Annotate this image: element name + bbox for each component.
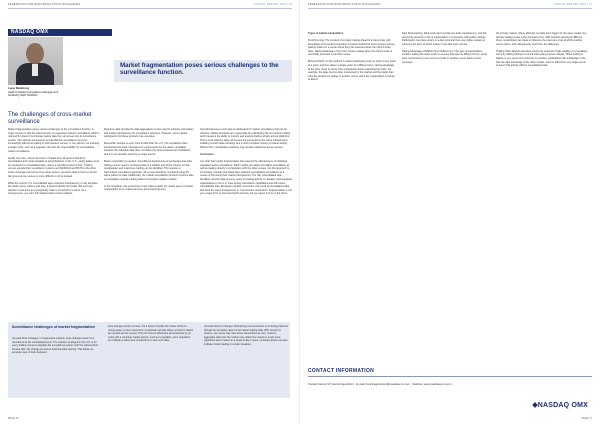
paragraph: Market fragmentation poses serious challenges to the surveillance function. A major concern is that the effectiveness of a regulated market's surveillance effort is reduced if it doesn't incorporate trading data from all venues into its surveillance system. The natural consequence is that effective surveillance becomes increasingly difficult as trading is split between venues. In our opinion, not knowing a single entity, such as a regulator, who has the responsibility for consolidated market surveillance. xyxy=(8,128,100,153)
paragraph: In the meantime, this environment may make it easier for certain types of market manipulation to go undetected (see accompanying box). xyxy=(104,184,193,192)
article-column-3 xyxy=(200,128,292,199)
paragraph: Taking Advantage of Market Open Differences: This type of manipulation involves trading the same stock on venues that open at different times, using price movements on one venue to profit on another venue before prices converge. xyxy=(402,49,487,64)
right-column-3 xyxy=(496,32,588,71)
company-banner: NASDAQ OMX xyxy=(8,29,112,36)
photo-head xyxy=(26,43,44,64)
running-head-left: FEDERATION FOR EUROPEAN STOCK EXCHANGES xyxy=(8,3,81,6)
photo-shirt xyxy=(32,64,38,76)
paragraph: Better cooperation is needed. Surveillance departments of exchanges and other trading venues need to exchange data in a reliable and timely manner so that manipulation and suspicious trading can be identified. This requires a harmonized surveillance approach. All venues should be monitored using the same pattern of data. Additionally, the market surveillance functions must be able to investigate irregular trading patterns that span multiple markets. xyxy=(104,159,194,181)
sidebar-box xyxy=(8,322,290,398)
paragraph: Front Running: The conduct of a broker trading ahead of a client order with knowledge of its pending execution. A typical method for front running involves placing orders on a venue where they can execute before the client's order does, taking advantage of the price impact created when the client's order is eventually executed on another venue. xyxy=(308,38,395,57)
paragraph: Meanwhile, Europe is even more limited than the U.S. The regulations have introduced post-trade transparency requirements but the data is unreliable because the individual data does not follow the same protocols and standards, and it is not centrally stored by a single source. xyxy=(104,142,191,156)
page-number-left: PAGE 70 xyxy=(8,417,19,420)
box-column-1: Unusual Price Changes: In fragmented markets, price changes need to be considered at the consolidated level. The solution employed in the U.S. is for every trading venue to populate the surveillance system with the national best bid and offer, the change as well as historical data sharing. This allows an accurate view of trade behavior. xyxy=(12,337,98,355)
author-name: Lene Damborg xyxy=(8,86,30,90)
paragraph: Trading Halts: Market operators commonly respond to high volatility or a regulatory event by halting trading in a stock and issuing a press release. When trading is halted on one venue but continues on another, participants with knowledge of the halt can take advantage of the other market, and it is difficult for any single venue to detect this activity without consolidated data. xyxy=(496,49,588,68)
contact-title: CONTACT INFORMATION xyxy=(308,368,375,374)
author-photo xyxy=(8,37,63,85)
header-rule xyxy=(8,8,292,9)
contact-line: Contact Name: Mr. Henrik Agerström · E-mail: henrik.agerstrom@nasdaqomx.com · Website: www.nasdaqomx.com xyxy=(308,382,452,386)
author-byline xyxy=(8,87,112,98)
header-rule xyxy=(308,8,592,9)
pull-quote xyxy=(114,60,292,82)
paragraph: the primary market, where although no trade can't trigger for the open market, the primary trading venue is the dominant price. With markets opening at different times, a participant can trade to influence the reference price at which another venue opens, and subsequently profit from the difference. xyxy=(496,32,587,46)
conclusion-heading: Conclusion xyxy=(200,152,214,156)
paragraph: While the current U.S. consolidated tape enhances transparency, it only identifies the trade's price, volume and time. It doesn't identify the broker that sent and whether it was done as a proprietary trade or on behalf of a client. As a consequence, you can't link related trades across markets. xyxy=(8,181,98,196)
paragraph: Bid and Switch: In this method, a market participant posts an order to buy stock at a price, and then places a larger order at a different price, taking advantage of the price move to sell to other participants before switching the order. For example, the large buying order is detected by the market and the trader then exits the position by selling on another venue, when the manipulation is harder to detect. xyxy=(308,60,396,82)
section-title: The challenges of cross-market surveillance xyxy=(8,112,92,125)
paragraph: It is clear that market fragmentation has reduced the effectiveness of individual regulated market surveillance. Each market can adapt and adjust surveillance as well as dealing directly in consultation with the other venues, but this approach is incomplete. Cassidy and Nokia have adopted consolidated surveillance as a means of improving their market transparency. The fully consolidated tape, identified, and the data of every venue by trading activity is valuable. Self-regulated organizations in the U.S. have strong surveillance capabilities and will require consolidated data. European markets must look to the trend of consolidated data that have the same transparency in cross-border cooperation. Fragmentation is not yet a major force in Asia and South America, but we expect it to be in the future. xyxy=(200,159,292,196)
right-page xyxy=(300,0,600,424)
subsection-heading: Types of market manipulation xyxy=(308,32,344,35)
box-column-3: Unusual Volume Changes: Monitoring unusual volume is currently practiced through an exception report of all market trading data. With respect to volume, one venue may view those transactions as rare, however aggregate data over the market may reflect the volume is much more significant when traded on a single entity's venue. Unusual volume can also indicate insider trading in certain situations. xyxy=(204,325,288,346)
right-column-2 xyxy=(402,32,490,68)
contact-rule xyxy=(308,376,592,377)
right-column-1 xyxy=(308,32,396,85)
box-title: Surveillance challenges of market fragmentation xyxy=(12,325,95,329)
logo-text: NASDAQ OMX xyxy=(537,402,588,409)
author-title: Head of Market Surveillance Management xyxy=(8,90,59,94)
pull-quote-text: Market fragmentation poses serious challenges to the surveillance function. xyxy=(120,62,279,77)
page-number-right: PAGE 71 xyxy=(581,417,592,420)
paragraph: Operational issues must also be addressed for market surveillance that can be effective. Market operators are responsible for maintaining fair and orderly trading, which requires the ability to monitor and analyze trading activity across platforms. This is most effective when all venues are connected to the same infrastructure, enabling smooth data exchange and a more complete picture of market activity. Without this, manipulative practices may remain undetected across venues. xyxy=(200,128,291,149)
author-org: NASDAQ OMX NORDIC xyxy=(8,94,38,98)
running-head-right: FEDERATION FOR EUROPEAN STOCK EXCHANGES xyxy=(308,3,381,6)
paragraph: Dark Pool Gaming: Dark pools don't provide pre-trade transparency, and this anonymity presents a risk of manipulation in connection with public markets. Participants can place orders in a dark pool and then use visible markets to influence the price at which orders in the dark pool execute. xyxy=(402,32,487,46)
paragraph: Real-time data provided by data aggregators is also used to enhance information and market transparency for surveillance purposes. However, some market participants find these products too expensive. xyxy=(104,128,194,139)
paragraph: Ideally, the price, volume and time of trades from all venues should be consolidated and made available to all participants. In the U.S., equity trades must be reported to a consolidated tape, where a specified period of time. Trading venues operate their surveillance systems and NASDAQ and BATS to the other stock exchanges and prices from other venues; precisely what to how to monitor fair prices across venues is more difficult to not be located. xyxy=(8,156,99,178)
article-column-2 xyxy=(104,128,194,195)
article-column-1 xyxy=(8,128,100,199)
company-logo xyxy=(533,402,588,409)
running-head-left-right: ANNUAL REPORT 2010 | 11 xyxy=(254,3,292,6)
box-column-2: price changes across venues, but it doesn't identify the broker behind a wrong quote or price movement, a particular security where a broker's trades are spread across venues. This can only be effectively accomplished by an entity with a complete market picture, such as a regulator, since regulators are unlikely to allow their competitors to view such data. xyxy=(108,325,193,343)
running-head-right-right: ANNUAL REPORT 2010 | 11 xyxy=(554,3,592,6)
